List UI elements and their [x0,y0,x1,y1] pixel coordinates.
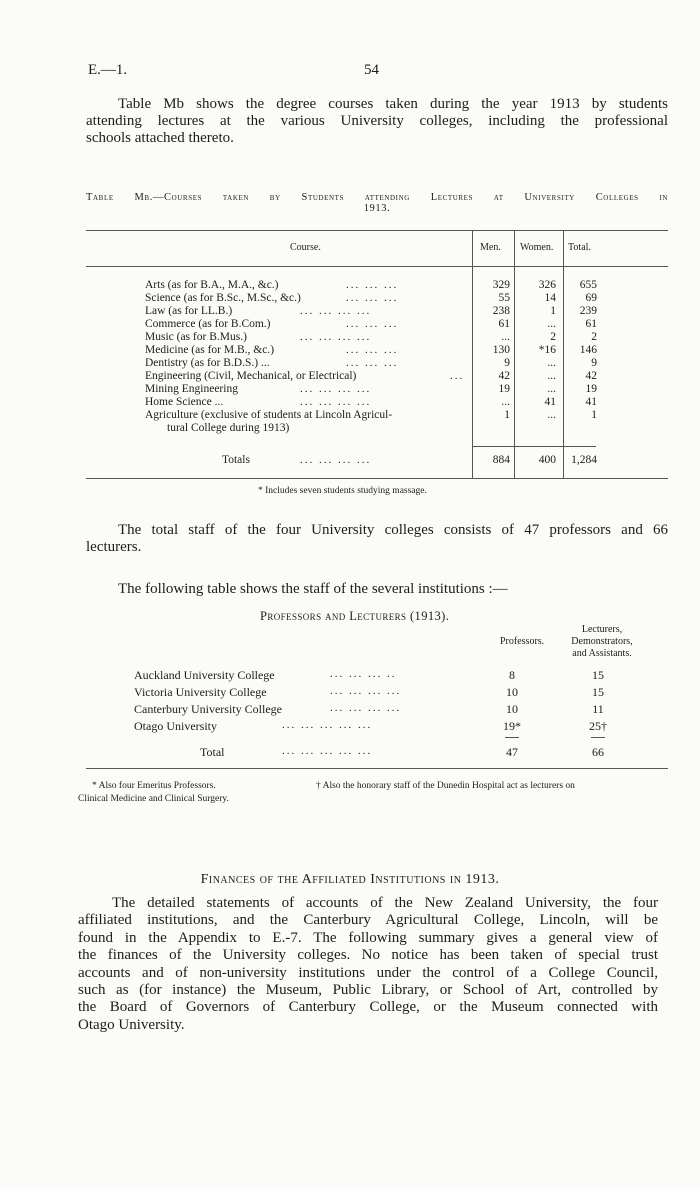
women-value: 2 [550,331,556,343]
professors-value: 8 [509,668,515,682]
table-mb-caption [86,192,668,214]
finances-line-8: Otago University. [78,1016,185,1033]
leader-dots: ... ... ... ... [300,305,372,317]
finances-title: Finances of the Affiliated Institutions in 1913. [200,872,500,887]
men-value: 130 [492,344,510,356]
lecturers-total: 66 [592,745,604,759]
women-value: ... [547,383,556,395]
leader-dots: ... ... ... ... [330,685,402,697]
men-value: 9 [504,357,510,369]
total-value: 2 [591,331,597,343]
leader-dots: ... ... ... ... [300,383,372,395]
men-value: 238 [492,305,510,317]
women-value: ... [547,370,556,382]
men-value: 42 [498,370,510,382]
men-value: 329 [492,279,510,291]
men-value: 61 [498,318,510,330]
finances-line-5: accounts and of non-university institutions under the control of a College Council, [78,964,658,981]
staff-line-1: The total staff of the four University colleges consists of 47 professors and 66 [118,522,668,538]
professors-value: 10 [506,685,518,699]
men-value: 1 [504,409,510,421]
professors-value: 10 [506,702,518,716]
lecturers-value: 15 [592,668,604,682]
finances-line-4: the finances of the University colleges. No notice has been taken of special trust [78,947,658,964]
total-value: 41 [585,396,597,408]
total-value: 61 [585,318,597,330]
table-mb-top-rule [86,230,668,231]
finances-line-2: affiliated institutions, and the Canterbury Agricultural College, Lincoln, will be [78,912,658,929]
staff-footnote-2: † Also the honorary staff of the Dunedin Hospital act as lecturers on [316,781,575,791]
leader-dots: ... ... ... [346,357,399,369]
professors-value: 19* [503,719,521,733]
leader-dots: ... ... ... [346,344,399,356]
men-total: 884 [492,454,510,466]
course-name: Mining Engineering [145,383,238,395]
women-total: 400 [538,454,556,466]
women-value: 326 [538,279,556,291]
institution-name: Otago University [134,719,217,733]
course-name: Music (as for B.Mus.) [145,331,247,343]
col-men: Men. [480,242,501,253]
staff-intro: The following table shows the staff of the several institutions :— [118,581,508,597]
table-mb-footnote: * Includes seven students studying massage. [258,486,427,496]
women-value: 14 [544,292,556,304]
total-value: 1 [591,409,597,421]
total-value: 42 [585,370,597,382]
intro-line-2: attending lectures at the various University colleges, including the professional [86,113,668,129]
institution-name: Victoria University College [134,685,267,699]
course-name: Commerce (as for B.Com.) [145,318,271,330]
leader-dots: ... ... ... [346,279,399,291]
leader-dots: ... ... ... ... [300,331,372,343]
staff-line-2: lecturers. [86,539,142,555]
finances-paragraph [78,895,658,1034]
men-value: 19 [498,383,510,395]
course-name: Engineering (Civil, Mechanical, or Electrical) [145,370,357,382]
women-value: *16 [538,344,556,356]
col-lecturers-line-1: Lecturers, [581,624,623,635]
leader-dots: ... ... ... [346,292,399,304]
men-value: ... [501,331,510,343]
col-professors: Professors. [500,636,545,647]
col-total: Total. [568,242,591,253]
page-ref: E.—1. [88,62,128,78]
total-value: 146 [579,344,597,356]
table-mb-caption-line-2: 1913. [363,203,391,214]
table-mb-totals-rule [472,446,596,447]
grand-total: 1,284 [571,454,597,466]
leader-dots: ... ... ... ... [330,702,402,714]
staff-footnote-2-cont: Clinical Medicine and Clinical Surgery. [78,794,229,804]
lecturers-sum-rule [591,737,605,738]
lecturers-value: 15 [592,685,604,699]
women-value: ... [547,318,556,330]
leader-dots: ... ... ... ... ... [282,719,373,731]
course-name: Science (as for B.Sc., M.Sc., &c.) [145,292,301,304]
total-value: 69 [585,292,597,304]
lecturers-value: 25† [589,719,607,733]
course-name: Dentistry (as for B.D.S.) ... [145,357,270,369]
staff-paragraph [86,522,668,556]
women-value: ... [547,409,556,421]
intro-line-3: schools attached thereto. [86,130,234,146]
men-value: ... [501,396,510,408]
finances-line-7: the Board of Governors of Canterbury College, or the Museum connected with [78,999,658,1016]
lecturers-value: 11 [592,702,604,716]
professors-total: 47 [506,745,518,759]
table-mb-caption-line-1: Table Mb.—Courses taken by Students attending Lectures at University Colleges in [86,192,668,203]
col-lecturers-line-3: and Assistants. [572,648,632,659]
intro-line-1: Table Mb shows the degree courses taken during the year 1913 by students [118,96,668,112]
staff-table-title: Professors and Lecturers (1913). [260,609,450,623]
course-name: Arts (as for B.A., M.A., &c.) [145,279,279,291]
staff-total-label: Total [200,745,225,759]
women-value: ... [547,357,556,369]
course-name: Law (as for LL.B.) [145,305,233,317]
leader-dots: ... ... ... ... [300,454,372,466]
table-mb-head-rule [86,266,668,267]
finances-line-1: The detailed statements of accounts of the New Zealand University, the four [112,895,658,911]
page-number: 54 [364,62,379,78]
total-value: 19 [585,383,597,395]
institution-name: Auckland University College [134,668,275,682]
leader-dots: ... ... ... [346,318,399,330]
course-name: Agriculture (exclusive of students at Lincoln Agricul- [145,409,393,421]
women-value: 1 [550,305,556,317]
institution-name: Canterbury University College [134,702,282,716]
leader-dots: ... ... ... ... ... [282,745,373,757]
women-value: 41 [544,396,556,408]
finances-line-6: such as (for instance) the Museum, Public Library, or School of Art, controlled by [78,982,658,999]
course-name: Home Science ... [145,396,224,408]
men-value: 55 [498,292,510,304]
totals-label: Totals [222,454,250,466]
leader-dots: ... ... ... .. [330,668,397,680]
professors-sum-rule [505,737,519,738]
col-course: Course. [290,242,321,253]
col-lecturers-line-2: Demonstrators, [571,636,633,647]
intro-paragraph [86,96,668,147]
course-name: Medicine (as for M.B., &c.) [145,344,275,356]
staff-table-bottom-rule [86,768,668,769]
leader-dots: ... [450,370,465,382]
table-mb-bottom-rule [86,478,668,479]
total-value: 655 [579,279,597,291]
finances-line-3: found in the Appendix to E.-7. The following summary gives a general view of [78,929,658,946]
course-name-continuation: tural College during 1913) [167,422,290,434]
staff-footnote-1: * Also four Emeritus Professors. [92,781,216,791]
total-value: 239 [579,305,597,317]
col-lecturers [562,624,642,660]
total-value: 9 [591,357,597,369]
col-women: Women. [520,242,554,253]
leader-dots: ... ... ... ... [300,396,372,408]
